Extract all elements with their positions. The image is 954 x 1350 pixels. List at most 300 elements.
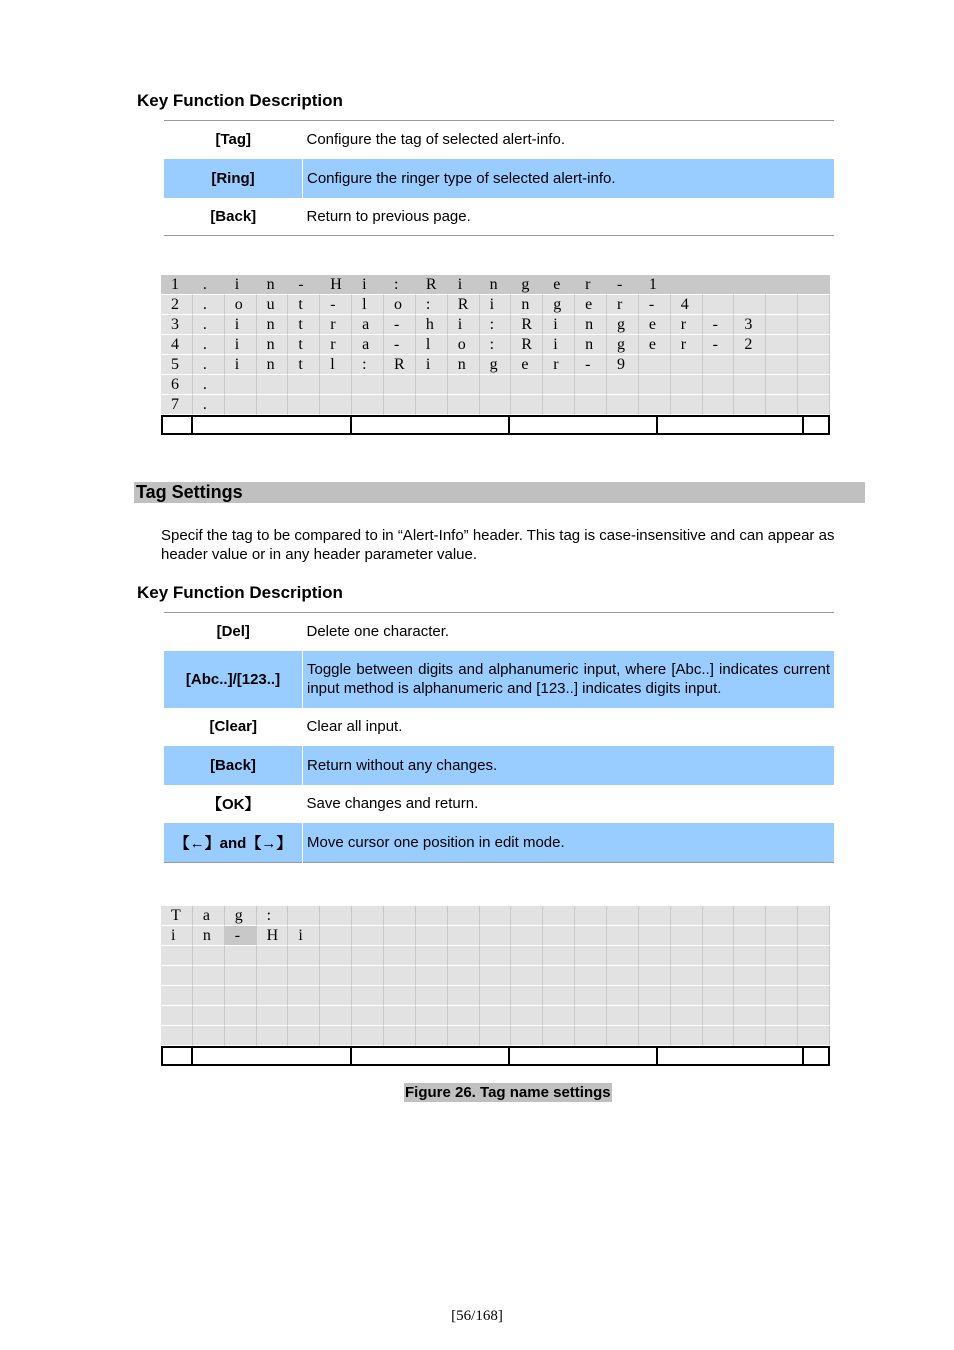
key-function-row (164, 613, 834, 651)
lcd-char-cell (798, 1006, 830, 1026)
key-function-row (164, 159, 834, 198)
lcd-char-cell (639, 946, 671, 966)
lcd-char-cell (225, 375, 257, 395)
lcd-char-cell (575, 926, 607, 946)
lcd-char-cell: t (288, 355, 320, 375)
softkey-slot (658, 417, 804, 433)
lcd-char-cell (798, 295, 830, 315)
key-label: [Abc..]/[123..] (164, 651, 303, 708)
lcd-char-cell (320, 1006, 352, 1026)
lcd-char-cell: r (543, 355, 575, 375)
lcd-char-cell (161, 1006, 193, 1026)
lcd-char-cell: H (257, 926, 289, 946)
lcd-char-cell (671, 375, 703, 395)
lcd-char-cell: - (225, 926, 257, 946)
lcd-char-cell: - (639, 295, 671, 315)
key-description: Return without any changes. (303, 746, 835, 785)
lcd-char-cell (543, 375, 575, 395)
key-label: [Clear] (209, 718, 257, 735)
lcd-char-cell (480, 966, 512, 986)
lcd-char-cell (671, 395, 703, 415)
lcd-char-cell (320, 375, 352, 395)
lcd-char-cell (766, 295, 798, 315)
lcd-char-cell (607, 375, 639, 395)
lcd-char-cell: r (320, 335, 352, 355)
softkey-slot (804, 1048, 828, 1064)
lcd-char-cell (511, 1026, 543, 1046)
key-label: [Ring] (164, 159, 303, 198)
lcd-char-cell: t (288, 295, 320, 315)
lcd-char-cell (575, 966, 607, 986)
key-description: Return to previous page. (306, 207, 471, 225)
lcd-char-cell: 1 (161, 275, 193, 295)
lcd-char-cell: 1 (639, 275, 671, 295)
lcd-char-cell: : (416, 295, 448, 315)
lcd-char-cell (798, 1026, 830, 1046)
lcd-char-cell: . (193, 375, 225, 395)
lcd-char-cell: n (193, 926, 225, 946)
lcd-char-cell (225, 946, 257, 966)
lcd-char-cell: h (416, 315, 448, 335)
lcd-char-cell (734, 375, 766, 395)
lcd-char-cell: . (193, 335, 225, 355)
lcd-char-cell: o (384, 295, 416, 315)
lcd-char-cell: r (575, 275, 607, 295)
lcd-char-cell: 5 (161, 355, 193, 375)
lcd-char-cell (798, 275, 830, 295)
lcd-char-cell (416, 1026, 448, 1046)
lcd-char-cell: 3 (161, 315, 193, 335)
lcd-char-cell (798, 906, 830, 926)
lcd-char-cell (320, 986, 352, 1006)
lcd-char-cell: u (257, 295, 289, 315)
lcd-char-cell (766, 375, 798, 395)
lcd-char-cell: : (480, 315, 512, 335)
key-function-row (164, 198, 834, 236)
key-function-row (164, 823, 834, 863)
lcd-char-cell: - (288, 275, 320, 295)
lcd-char-cell (703, 966, 735, 986)
lcd-char-cell (257, 375, 289, 395)
lcd-char-cell (352, 946, 384, 966)
lcd-char-cell (448, 1026, 480, 1046)
key-function-row (164, 708, 834, 746)
key-function-table-1 (164, 120, 834, 236)
lcd-char-cell: - (384, 335, 416, 355)
lcd-char-cell (543, 1026, 575, 1046)
lcd-char-cell (288, 1026, 320, 1046)
lcd-char-cell (480, 395, 512, 415)
lcd-char-cell (480, 375, 512, 395)
lcd-char-cell (511, 375, 543, 395)
lcd-char-cell (511, 986, 543, 1006)
figure-caption: Figure 26. Tag name settings (405, 1084, 611, 1101)
lcd-char-cell (193, 1006, 225, 1026)
lcd-char-cell: i (161, 926, 193, 946)
lcd-char-cell (703, 1026, 735, 1046)
key-description: Delete one character. (306, 623, 450, 641)
lcd-char-cell: : (257, 906, 289, 926)
lcd-char-cell (703, 395, 735, 415)
lcd-char-cell: . (193, 395, 225, 415)
lcd-char-cell (480, 986, 512, 1006)
lcd-char-cell: i (416, 355, 448, 375)
lcd-char-cell: i (448, 315, 480, 335)
lcd-char-cell (416, 946, 448, 966)
lcd-char-cell: e (639, 315, 671, 335)
key-description: Configure the tag of selected alert-info. (306, 131, 565, 149)
lcd-char-cell (193, 966, 225, 986)
lcd-char-cell: a (352, 315, 384, 335)
softkey-slot (163, 417, 193, 433)
lcd-char-cell (352, 1006, 384, 1026)
lcd-char-cell: n (257, 315, 289, 335)
lcd-char-cell: 6 (161, 375, 193, 395)
lcd-char-cell (193, 946, 225, 966)
lcd-char-cell (798, 946, 830, 966)
lcd-char-cell (766, 986, 798, 1006)
key-function-heading-1: Key Function Description (137, 91, 343, 110)
lcd-char-cell: g (543, 295, 575, 315)
lcd-char-cell (352, 986, 384, 1006)
lcd-char-cell (543, 966, 575, 986)
lcd-char-cell (734, 395, 766, 415)
lcd-char-cell (607, 946, 639, 966)
lcd-char-cell (225, 1006, 257, 1026)
lcd-char-cell (671, 906, 703, 926)
lcd-char-cell (671, 355, 703, 375)
lcd-char-cell: 4 (161, 335, 193, 355)
lcd-char-cell (352, 1026, 384, 1046)
lcd-char-cell (257, 395, 289, 415)
lcd-char-cell: l (352, 295, 384, 315)
lcd-char-cell (639, 906, 671, 926)
lcd-char-cell: e (543, 275, 575, 295)
lcd-char-cell (511, 966, 543, 986)
lcd-char-cell (193, 986, 225, 1006)
lcd-char-cell (193, 1026, 225, 1046)
lcd-char-cell (257, 1006, 289, 1026)
lcd-char-cell (288, 906, 320, 926)
lcd-char-cell (639, 395, 671, 415)
lcd-char-cell: . (193, 295, 225, 315)
lcd-char-cell: n (575, 315, 607, 335)
lcd-char-cell (671, 986, 703, 1006)
lcd-char-cell (480, 926, 512, 946)
lcd-char-cell (511, 946, 543, 966)
lcd-char-cell (288, 946, 320, 966)
lcd-char-cell (320, 906, 352, 926)
lcd-char-cell: i (480, 295, 512, 315)
lcd-char-cell (225, 1026, 257, 1046)
lcd-char-cell (671, 275, 703, 295)
lcd-char-cell (798, 375, 830, 395)
lcd-char-cell (766, 1026, 798, 1046)
lcd-char-cell (288, 375, 320, 395)
softkey-bar (161, 1046, 830, 1066)
lcd-screen-tag-edit (161, 906, 830, 1066)
lcd-char-cell (480, 1006, 512, 1026)
lcd-char-cell (257, 986, 289, 1006)
lcd-char-cell (703, 926, 735, 946)
lcd-char-cell: i (225, 335, 257, 355)
lcd-char-cell (734, 946, 766, 966)
lcd-char-cell (703, 986, 735, 1006)
lcd-char-cell: o (448, 335, 480, 355)
lcd-char-cell (798, 335, 830, 355)
softkey-bar (161, 415, 830, 435)
softkey-slot (510, 417, 658, 433)
lcd-char-cell (639, 986, 671, 1006)
softkey-slot (193, 417, 352, 433)
lcd-char-cell: T (161, 906, 193, 926)
lcd-char-cell (607, 395, 639, 415)
lcd-char-cell (511, 906, 543, 926)
lcd-char-cell (734, 355, 766, 375)
lcd-char-cell (703, 375, 735, 395)
lcd-char-cell (511, 395, 543, 415)
lcd-char-cell (384, 986, 416, 1006)
lcd-char-cell (352, 395, 384, 415)
softkey-slot (193, 1048, 352, 1064)
lcd-char-cell: a (193, 906, 225, 926)
lcd-char-cell: 2 (734, 335, 766, 355)
lcd-char-cell (639, 1026, 671, 1046)
lcd-char-cell (384, 906, 416, 926)
section-title-bar (134, 482, 865, 503)
lcd-char-cell: t (288, 315, 320, 335)
lcd-char-cell (448, 926, 480, 946)
lcd-char-cell (448, 966, 480, 986)
lcd-char-cell (480, 906, 512, 926)
lcd-char-cell (639, 966, 671, 986)
lcd-char-cell (671, 1006, 703, 1026)
lcd-char-cell (416, 926, 448, 946)
key-description: Clear all input. (306, 718, 403, 735)
key-description: Configure the ringer type of selected alert-info. (303, 159, 835, 198)
lcd-char-cell (416, 375, 448, 395)
lcd-char-cell (448, 946, 480, 966)
lcd-char-cell (320, 395, 352, 415)
lcd-char-cell (639, 926, 671, 946)
lcd-char-cell (384, 1006, 416, 1026)
softkey-slot (658, 1048, 804, 1064)
lcd-char-cell (448, 375, 480, 395)
lcd-char-cell: - (703, 335, 735, 355)
lcd-char-cell (798, 355, 830, 375)
lcd-char-cell (161, 1026, 193, 1046)
lcd-char-cell (448, 395, 480, 415)
lcd-char-cell: - (320, 295, 352, 315)
lcd-char-cell (734, 275, 766, 295)
lcd-char-cell (798, 986, 830, 1006)
lcd-char-cell: r (320, 315, 352, 335)
lcd-char-cell: i (225, 275, 257, 295)
lcd-char-cell: n (257, 355, 289, 375)
lcd-char-cell: g (607, 335, 639, 355)
softkey-slot (163, 1048, 193, 1064)
lcd-char-cell: 9 (607, 355, 639, 375)
lcd-char-cell (161, 946, 193, 966)
lcd-char-cell (511, 1006, 543, 1026)
lcd-char-cell: g (511, 275, 543, 295)
lcd-char-cell: i (288, 926, 320, 946)
page-number: [56/168] (451, 1308, 503, 1324)
lcd-char-cell (703, 906, 735, 926)
lcd-char-cell: i (225, 355, 257, 375)
lcd-char-cell: n (448, 355, 480, 375)
lcd-char-cell (734, 295, 766, 315)
lcd-char-cell (703, 1006, 735, 1026)
lcd-char-cell (703, 355, 735, 375)
lcd-char-cell (766, 946, 798, 966)
lcd-char-cell (766, 335, 798, 355)
lcd-char-cell: . (193, 355, 225, 375)
lcd-char-cell (257, 966, 289, 986)
key-description: Move cursor one position in edit mode. (303, 823, 835, 863)
lcd-char-cell: g (480, 355, 512, 375)
lcd-char-cell (671, 926, 703, 946)
key-description: Toggle between digits and alphanumeric input, where [Abc..] indicates current input method is alphanumeric and [123..] indicates digits input. (303, 651, 835, 708)
lcd-char-cell: o (225, 295, 257, 315)
lcd-char-cell: : (384, 275, 416, 295)
key-function-heading-2: Key Function Description (137, 583, 343, 602)
lcd-char-cell (607, 966, 639, 986)
lcd-char-cell (766, 1006, 798, 1026)
key-label: [Tag] (215, 131, 252, 149)
lcd-char-cell: g (607, 315, 639, 335)
lcd-char-cell: H (320, 275, 352, 295)
lcd-char-cell (766, 906, 798, 926)
lcd-char-cell (288, 395, 320, 415)
lcd-char-cell (766, 355, 798, 375)
lcd-char-cell: i (352, 275, 384, 295)
lcd-char-cell (352, 906, 384, 926)
lcd-char-cell (671, 946, 703, 966)
lcd-char-cell (384, 1026, 416, 1046)
lcd-char-cell (448, 986, 480, 1006)
softkey-slot (352, 1048, 510, 1064)
lcd-char-cell: - (703, 315, 735, 335)
lcd-char-cell: - (575, 355, 607, 375)
lcd-char-cell (288, 1006, 320, 1026)
lcd-char-cell (320, 1026, 352, 1046)
lcd-char-cell (607, 1026, 639, 1046)
lcd-char-cell (416, 906, 448, 926)
lcd-char-cell (575, 375, 607, 395)
lcd-char-cell (766, 966, 798, 986)
lcd-char-cell: - (607, 275, 639, 295)
key-function-row (164, 651, 834, 708)
lcd-char-cell: t (288, 335, 320, 355)
lcd-char-cell (543, 926, 575, 946)
lcd-char-cell (448, 1006, 480, 1026)
lcd-char-cell (384, 926, 416, 946)
lcd-char-cell (320, 966, 352, 986)
lcd-char-cell: n (575, 335, 607, 355)
lcd-char-cell (257, 946, 289, 966)
lcd-char-cell: e (575, 295, 607, 315)
lcd-char-cell (352, 926, 384, 946)
lcd-char-cell (766, 275, 798, 295)
lcd-char-cell: - (384, 315, 416, 335)
key-function-row (164, 785, 834, 823)
lcd-char-cell (575, 395, 607, 415)
lcd-char-cell (798, 926, 830, 946)
key-function-row (164, 746, 834, 785)
lcd-char-cell (320, 946, 352, 966)
lcd-char-cell (798, 395, 830, 415)
lcd-char-cell (766, 315, 798, 335)
lcd-char-cell: n (511, 295, 543, 315)
lcd-char-cell: n (480, 275, 512, 295)
lcd-char-cell (288, 986, 320, 1006)
lcd-char-cell (225, 966, 257, 986)
lcd-char-cell (607, 986, 639, 1006)
tag-settings-paragraph: Specif the tag to be compared to in “Alert-Info” header. This tag is case-insensitive and can appear as header value or in any header parameter value. (161, 527, 835, 563)
lcd-char-cell (607, 1006, 639, 1026)
lcd-char-cell (607, 906, 639, 926)
lcd-char-cell (734, 1026, 766, 1046)
lcd-char-cell (575, 946, 607, 966)
lcd-char-cell (384, 395, 416, 415)
lcd-char-cell (575, 986, 607, 1006)
lcd-char-cell (543, 395, 575, 415)
key-function-row (164, 121, 834, 159)
lcd-char-cell (416, 1006, 448, 1026)
lcd-char-cell: 2 (161, 295, 193, 315)
softkey-slot (352, 417, 510, 433)
lcd-char-cell (384, 946, 416, 966)
lcd-char-cell (416, 966, 448, 986)
lcd-char-cell: e (511, 355, 543, 375)
key-label: [Back] (210, 207, 257, 225)
lcd-char-cell: r (671, 315, 703, 335)
lcd-char-cell (543, 1006, 575, 1026)
lcd-char-cell: R (448, 295, 480, 315)
lcd-char-cell: 3 (734, 315, 766, 335)
lcd-char-cell (798, 315, 830, 335)
lcd-char-cell (511, 926, 543, 946)
lcd-char-cell (384, 375, 416, 395)
lcd-char-cell (384, 966, 416, 986)
lcd-char-cell: . (193, 315, 225, 335)
lcd-char-cell: a (352, 335, 384, 355)
lcd-char-cell (703, 275, 735, 295)
lcd-char-cell (416, 395, 448, 415)
lcd-char-cell: i (543, 335, 575, 355)
lcd-char-cell (480, 946, 512, 966)
lcd-char-cell (543, 946, 575, 966)
key-label: 【←】and【→】 (164, 823, 303, 863)
lcd-char-cell (448, 906, 480, 926)
softkey-slot (804, 417, 828, 433)
lcd-char-cell: : (352, 355, 384, 375)
lcd-char-cell: 4 (671, 295, 703, 315)
lcd-char-cell (734, 926, 766, 946)
lcd-char-cell (734, 966, 766, 986)
lcd-screen-alert-info-list (161, 275, 830, 435)
key-label: 【OK】 (206, 796, 260, 813)
lcd-char-cell: r (607, 295, 639, 315)
lcd-char-cell (575, 906, 607, 926)
key-description: Save changes and return. (306, 795, 479, 812)
section-title: Tag Settings (136, 482, 243, 502)
lcd-char-cell (257, 1026, 289, 1046)
lcd-char-cell: i (225, 315, 257, 335)
lcd-char-cell: g (225, 906, 257, 926)
lcd-char-cell (288, 966, 320, 986)
